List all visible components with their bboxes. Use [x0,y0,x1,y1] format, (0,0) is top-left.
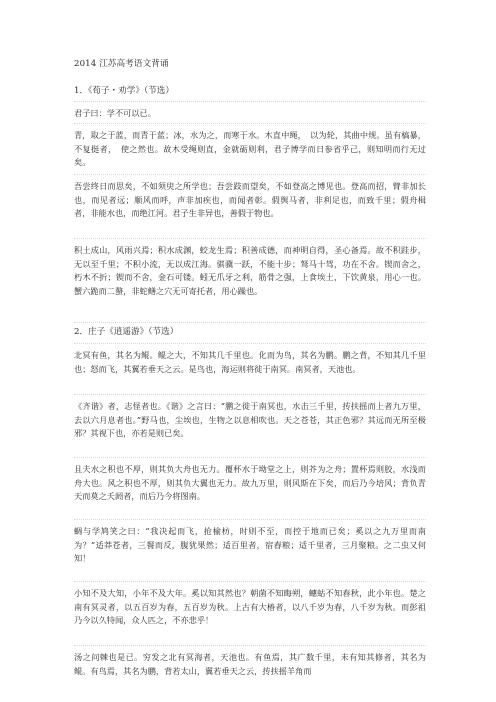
document-title: 2014 江苏高考语文背诵 [74,59,169,69]
divider [74,101,426,102]
divider [74,581,426,582]
section-heading-xunzi: 1．《荀子・劝学》（节选） [74,86,174,96]
section-heading-zhuangzi: 2．庄子《逍遥游》（节选） [74,327,179,337]
divider [74,174,426,175]
paragraph: 《齐谐》者，志怪者也。《谐》之言曰：“鹏之徙于南冥也，水击三千里，抟扶摇而上者九万里，去以六月息者也。”野马也，尘埃也，生物之以息相吹也。天之苍苍，其正色邪？其远而无所至极邪？其视下也，亦若是则已矣。 [74,401,426,438]
paragraph: 且夫水之积也不厚，则其负大舟也无力。覆杯水于坳堂之上，则芥为之舟；置杯焉则胶，水浅而舟大也。风之积也不厚，则其负大翼也无力。故九万里，则风斯在下矣，而后乃今培风；背负青天而莫之夭阏者，而后乃今将图南。 [74,464,426,501]
divider [74,519,426,520]
divider [74,645,426,646]
divider [74,238,426,239]
paragraph: 青，取之于蓝，而青于蓝；冰，水为之，而寒于水。木直中绳， 以为轮，其曲中规。虽有槁暴，不复挺者， 使之然也。故木受绳则直，金就砺则利，君子博学而日参省乎己，则知明而行无过矣。 [74,130,426,167]
divider [74,457,426,458]
paragraph: 北冥有鱼，其名为鲲。鲲之大，不知其几千里也。化而为鸟，其名为鹏。鹏之背，不知其几千里也；怒而飞，其翼若垂天之云。是鸟也，海运则将徙于南冥。南冥者，天池也。 [74,350,426,374]
divider [74,394,426,395]
paragraph: 积土成山，风雨兴焉；积水成渊，蛟龙生焉；积善成德，而神明自得，圣心备焉。故不积跬步，无以至千里；不积小流，无以成江海。骐骥一跃，不能十步；驽马十驾，功在不舍。锲而舍之，朽木不折；锲而不舍，金石可镂。蚓无爪牙之利，筋骨之强，上食埃土，下饮黄泉，用心一也。蟹六跪而二螯，非蛇鳝之穴无可寄托者，用心躁也。 [74,245,426,296]
divider [74,123,426,124]
divider [74,343,426,344]
paragraph: 蜩与学鸠笑之曰：“我决起而飞，抢榆枋，时则不至，而控于地而已矣；奚以之九万里而南为？”适莽苍者，三餐而反，腹犹果然；适百里者，宿舂粮；适千里者，三月聚粮。之二虫又何知！ [74,526,426,563]
paragraph: 吾尝终日而思矣，不如须臾之所学也；吾尝跂而望矣，不如登高之博见也。登高而招，臂非加长也，而见者远；顺风而呼，声非加疾也，而闻者彰。假舆马者，非利足也，而致千里；假舟楫者，非能水也，而绝江河。君子生非异也，善假于物也。 [74,181,426,218]
paragraph: 汤之问棘也是已。穷发之北有冥海者，天池也。有鱼焉，其广数千里，未有知其修者，其名为鲲。有鸟焉，其名为鹏，背若太山，翼若垂天之云，抟扶摇羊角而 [74,652,426,676]
paragraph: 小知不及大知，小年不及大年。奚以知其然也？朝菌不知晦朔，蟪蛄不知春秋，此小年也。楚之南有冥灵者，以五百岁为春，五百岁为秋。上古有大椿者，以八千岁为春，八千岁为秋。而彭祖乃今以久特闻，众人匹之，不亦悲乎！ [74,588,426,625]
divider [74,322,426,323]
paragraph: 君子曰：学不可以已。 [74,108,156,118]
